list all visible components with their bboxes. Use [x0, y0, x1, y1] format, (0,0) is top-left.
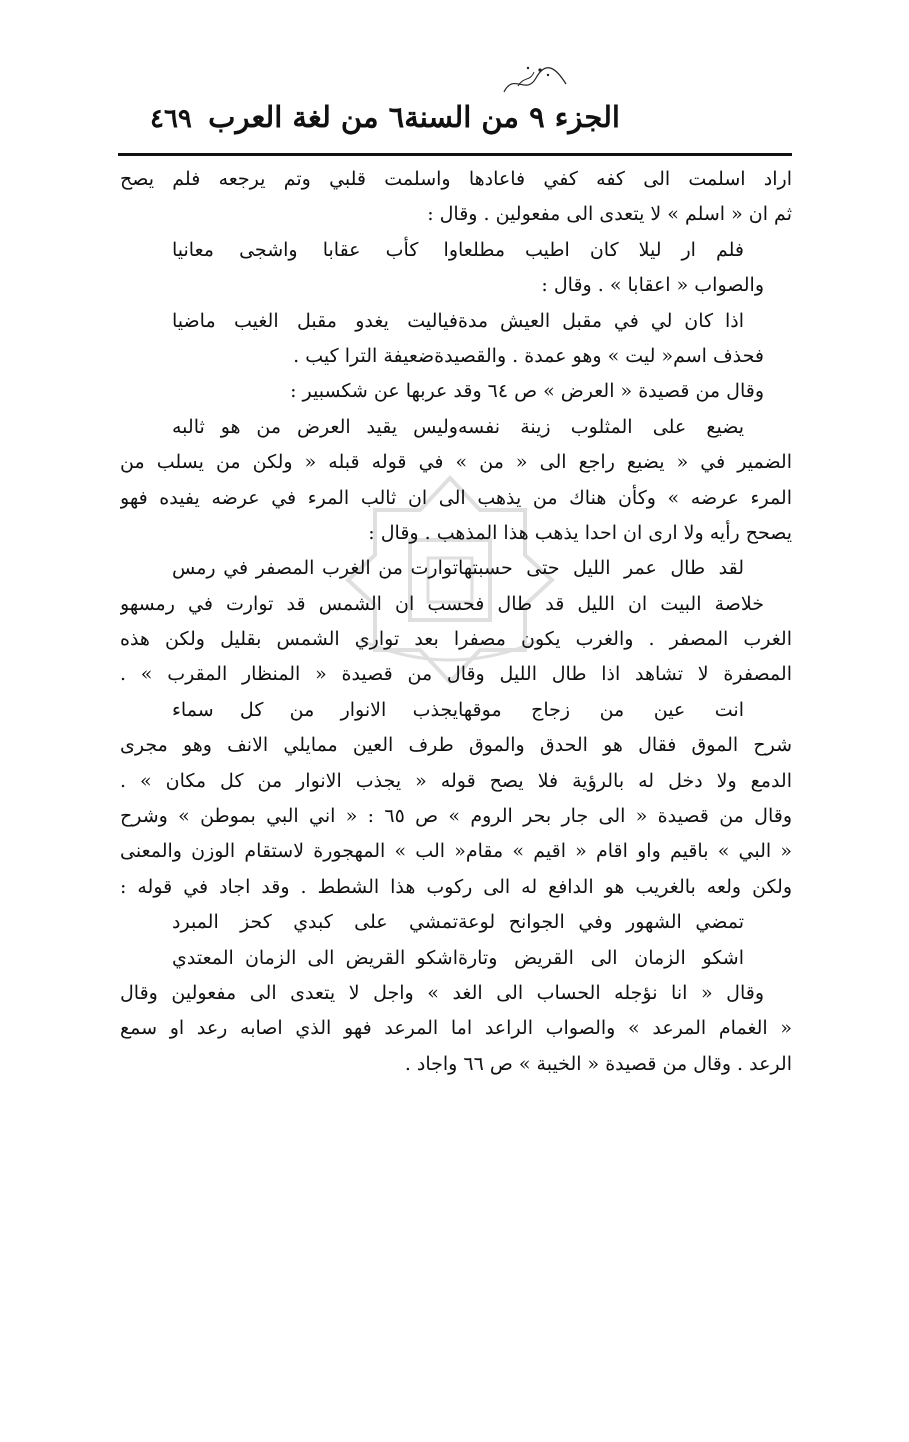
- prose-line: خلاصة البيت ان الليل قد طال فحسب ان الشمس قد توارت في رمسهو: [120, 592, 764, 615]
- prose-line: والصواب « اعقابا » . وقال :: [541, 274, 764, 297]
- verse-first-hemistich: لقد طال عمر الليل حتى حسبتها: [458, 557, 744, 580]
- prose-line: وقال من قصيدة « العرض » ص ٦٤ وقد عربها عن شكسبير :: [290, 380, 764, 403]
- verse-second-hemistich: وليس يقيد العرض من هو ثالبه: [172, 415, 458, 438]
- prose-line: اراد اسلمت الى كفه كفي فاعادها واسلمت قلبي وتم يرجعه فلم يصح: [120, 168, 792, 190]
- running-head: [150, 100, 620, 146]
- prose-line: وقال من قصيدة « الى جار بحر الروم » ص ٦٥ : « اني البي بموطن » وشرح: [120, 805, 792, 828]
- verse-line: [120, 941, 792, 976]
- prose-line: فحذف اسم« ليت » وهو عمدة . والقصيدةضعيفة الترا كيب .: [293, 344, 764, 367]
- verse-line: [120, 551, 792, 586]
- verse-line: [120, 233, 792, 268]
- prose-line: المرء عرضه » وكأن هناك من يذهب الى ان ثالب المرء في عرضه يفيده فهو: [120, 486, 792, 509]
- prose-line: يصحح رأيه ولا ارى ان احدا يذهب هذا المذهب . وقال :: [368, 521, 792, 544]
- verse-first-hemistich: اشكو الزمان الى القريض وتارة: [458, 946, 744, 969]
- prose-line: شرح الموق فقال هو الحدق والموق طرف العين ممايلي الانف وهو مجرى: [120, 734, 792, 757]
- prose-line: الدمع ولا دخل له بالرؤية فلا يصح قوله « يجذب الانوار من كل مكان » .: [120, 769, 792, 792]
- verse-second-hemistich: يجذب الانوار من كل سماء: [172, 698, 458, 721]
- ornament-flourish-icon: [500, 62, 570, 102]
- body-text: [120, 162, 792, 1082]
- prose-line: المصفرة لا تشاهد اذا طال الليل وقال من قصيدة « المنظار المقرب » .: [120, 663, 792, 686]
- verse-line: [120, 304, 792, 339]
- prose-line: الرعد . وقال من قصيدة « الخيبة » ص ٦٦ واجاد .: [404, 1052, 792, 1075]
- verse-first-hemistich: انت عين من زجاج موقها: [458, 698, 744, 721]
- prose-line: « البي » باقيم واو اقام « اقيم » مقام« الب » المهجورة لاستقام الوزن والمعنى: [120, 840, 792, 863]
- verse-second-hemistich: اشكو القريض الى الزمان المعتدي: [172, 946, 458, 969]
- prose-line: « الغمام المرعد » والصواب الراعد اما المرعد فهو الذي اصابه رعد او سمع: [120, 1017, 792, 1040]
- verse-first-hemistich: يضيع على المثلوب زينة نفسه: [458, 415, 744, 438]
- verse-second-hemistich: تمشي على كبدي كحز المبرد: [172, 911, 458, 934]
- prose-line: وقال « انا نؤجله الحساب الى الغد » واجل لا يتعدى الى مفعولين وقال: [120, 981, 764, 1004]
- prose-line: الغرب المصفر . والغرب يكون مصفرا بعد تواري الشمس بقليل ولكن هذه: [120, 628, 792, 651]
- verse-line: [120, 905, 792, 940]
- header-rule: [118, 153, 792, 156]
- prose-line: ولكن ولعه بالغريب هو الدافع له الى ركوب هذا الشطط . وقد اجاد في قوله :: [120, 875, 792, 898]
- verse-line: [120, 410, 792, 445]
- prose-line: ثم ان « اسلم » لا يتعدى الى مفعولين . وقال :: [427, 203, 792, 226]
- page-number: ٤٦٩: [150, 104, 192, 134]
- verse-second-hemistich: فياليت يغدو مقبل الغيب ماضيا: [172, 309, 458, 332]
- verse-first-hemistich: فلم ار ليلا كان اطيب مطلعا: [458, 238, 744, 261]
- verse-second-hemistich: توارت من الغرب المصفر في رمس: [172, 557, 458, 580]
- verse-first-hemistich: اذا كان لي في مقبل العيش مدة: [458, 309, 744, 332]
- verse-line: [120, 693, 792, 728]
- verse-first-hemistich: تمضي الشهور وفي الجوانح لوعة: [458, 911, 744, 934]
- prose-line: الضمير في « يضيع راجع الى « من » في قوله قبله « ولكن من يسلب من: [120, 451, 792, 474]
- verse-second-hemistich: وا كأب عقابا واشجى معانيا: [172, 238, 458, 261]
- running-title: الجزء ٩ من السنة٦ من لغة العرب: [208, 100, 620, 134]
